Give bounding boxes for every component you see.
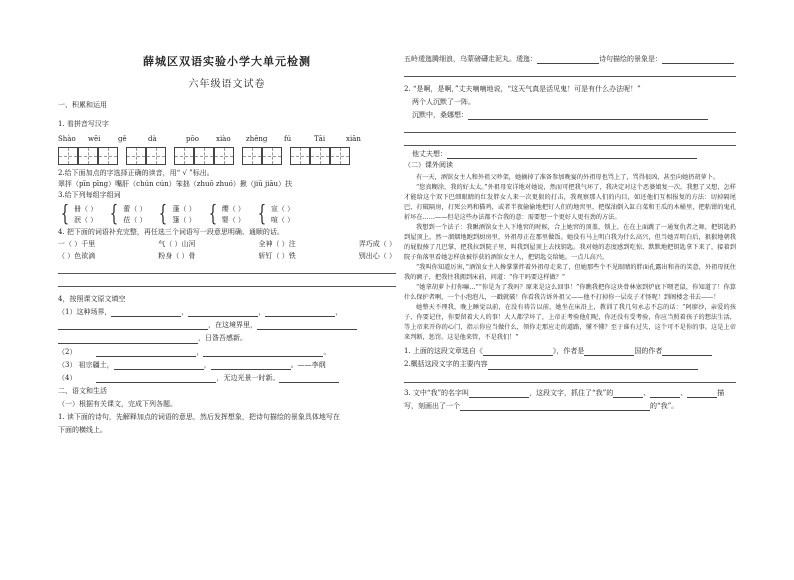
q2-husband: 他丈夫想： bbox=[404, 150, 736, 159]
q4-row1 bbox=[58, 240, 396, 249]
q4-label: 4. 把下面的词语补充完整，再任选三个词语写一段意思明确、通顺的话。 bbox=[58, 227, 284, 236]
writing-box[interactable] bbox=[126, 147, 146, 165]
pinyin: pōo bbox=[186, 135, 199, 144]
reading-paragraph: 她整天不理我，晚上睡觉以前，在没有祷告以前，她坐在床沿上，教训了我几句永志不忘的话：“阿廖沙，亲爱的孩子，你要记住，你要留着大人的事！大人都学坏了，上帝正考验他们呢，你还没有受考验，你应当照着孩子的想法生活，等上帝来开你的心门，指示你应当做什么，领你走那应走的道路，懂不懂？至于谁有过失，这个可不是你的事。这是上帝来判断，惩罚。这是他来管，不是我们！” bbox=[404, 304, 736, 342]
answer-line[interactable] bbox=[404, 123, 736, 133]
fill-blank[interactable] bbox=[203, 349, 323, 357]
reading-q1: 1. 上面的这段文章选自《 》，作者是 国的作者 bbox=[404, 347, 736, 356]
writing-box[interactable] bbox=[214, 147, 234, 165]
fill-blank[interactable] bbox=[211, 362, 291, 370]
fill-blank[interactable] bbox=[58, 336, 198, 344]
writing-box[interactable] bbox=[330, 147, 350, 165]
fill-blank[interactable] bbox=[114, 362, 204, 370]
fill-blank[interactable] bbox=[488, 362, 698, 370]
fill-blank[interactable] bbox=[58, 322, 208, 330]
idiom-blank[interactable]: 全神（ ）注 bbox=[258, 239, 296, 248]
word-blank[interactable]: 泯（ ） bbox=[74, 215, 98, 224]
word-group: { 蕾（ ） 莅（ ） bbox=[110, 201, 147, 227]
fill-blank[interactable] bbox=[537, 56, 599, 64]
answer-line[interactable] bbox=[58, 264, 396, 274]
q5-line1: （1）这种场界， ， ， ， bbox=[58, 308, 343, 317]
word-group: { 卌（ ） 泯（ ） bbox=[60, 201, 98, 227]
q5-line4: （2） ， 。 bbox=[58, 347, 331, 356]
idiom-blank[interactable]: 别出心（ ） bbox=[358, 252, 396, 261]
word-blank[interactable]: 缨（ ） bbox=[221, 204, 245, 213]
fill-blank[interactable] bbox=[469, 390, 529, 398]
part2-heading: 二、语文和生活 bbox=[58, 386, 107, 395]
fill-blank[interactable] bbox=[687, 390, 717, 398]
word-blank[interactable]: 蓬（ ） bbox=[172, 204, 196, 213]
word-blank[interactable]: 喧（ ） bbox=[270, 215, 295, 224]
word-blank[interactable]: 卌（ ） bbox=[74, 204, 98, 213]
writing-box[interactable] bbox=[58, 147, 78, 165]
idiom-blank[interactable]: 斩钉（ ）铁 bbox=[258, 252, 296, 261]
answer-line[interactable] bbox=[404, 373, 736, 383]
reading-q2: 2.概括这段文字的主要内容 bbox=[404, 360, 736, 369]
word-group: { 蓬（ ） 篷（ ） bbox=[159, 201, 196, 227]
reading-q3: 3. 文中“我”的名字叫 ，这段文字，抓住了“我”的 、 、 描 bbox=[404, 388, 725, 397]
q5-line6: （4） ，无边光景一时新。 bbox=[58, 374, 396, 383]
fill-blank[interactable] bbox=[662, 56, 734, 64]
part2-q1: 1. 读下面的诗句，先解释加点的词语的意思，然后发挥想象，把诗句描绘的景象具体地写在 bbox=[58, 412, 340, 421]
writing-grid bbox=[58, 147, 396, 165]
fill-blank[interactable] bbox=[584, 348, 634, 356]
writing-box[interactable] bbox=[242, 147, 262, 165]
writing-box[interactable] bbox=[262, 147, 282, 165]
idiom-blank[interactable]: 弄巧成（ ） bbox=[358, 239, 396, 248]
pinyin: dà bbox=[148, 135, 157, 144]
reading-paragraph: “她拿胡萝卜打你嘛…”“你是为了我吗？原来是这么回事！”你瞧我把你这块骨林塞到炉底下喂老鼠，你知道了！你算什么保护者啊，一个小泡泡儿，一戳就破！你看我告诉外祖父——他不打掉你一层皮子才怪呢！到阁楼念书去——！ bbox=[404, 284, 736, 302]
fill-blank[interactable] bbox=[460, 403, 650, 411]
fill-blank[interactable] bbox=[650, 390, 680, 398]
q1-label: 1. 看拼音写汉字 bbox=[58, 120, 109, 129]
word-group: { 缨（ ） 婴（ ） bbox=[208, 201, 245, 227]
word-blank[interactable]: 蕾（ ） bbox=[123, 204, 147, 213]
reading-paragraph: “我叫你知道厉害，”酒馆女主人搀掌掌拌着外祖母走来了，但她那些个不见眼睛的胖面孔露出和善的笑意，外祖母抚住我的额子，把我往我拥到床前，问道：“你干吗要这样做？” bbox=[404, 263, 736, 282]
writing-box[interactable] bbox=[290, 147, 310, 165]
word-blank[interactable]: 莅（ ） bbox=[123, 215, 147, 224]
q5-line5: （3） 祖宗疆土， ， 。——李纲 bbox=[58, 360, 326, 369]
q3-groups bbox=[58, 201, 396, 227]
q2-text[interactable]: 翠抨（pīn pīng）嘴肝（chún cún）笨拙（zhuō zhuó）揪（jiū jiāu）扶 bbox=[58, 179, 293, 188]
part2-q1-cont: 下面的横线上。 bbox=[58, 426, 107, 435]
extra-reading-heading: （二）课外阅读 bbox=[404, 161, 453, 170]
q2-quote: 2. “是啊，是啊，”丈夫喃喃地说，“这天气真是活见鬼！可是有什么办法呢！” bbox=[404, 85, 641, 94]
q3-label: 3.给下列每组字组词 bbox=[58, 190, 121, 199]
fill-blank[interactable] bbox=[447, 151, 697, 159]
fill-blank[interactable] bbox=[96, 349, 196, 357]
answer-line[interactable] bbox=[404, 136, 736, 146]
pinyin: wēi bbox=[88, 135, 101, 144]
pinyin: Shào bbox=[58, 135, 76, 144]
q5-label: 4，按照课文原文填空 bbox=[58, 295, 126, 304]
fill-blank[interactable] bbox=[257, 322, 357, 330]
fill-blank[interactable] bbox=[279, 375, 339, 383]
q4-row2 bbox=[58, 252, 396, 261]
exam-subtitle: 六年级语文试卷 bbox=[188, 79, 266, 91]
part2-sub: （一）根据有关课文，完成下列各题。 bbox=[58, 399, 177, 408]
q2-sangna: 沉默中，桑娜想： bbox=[404, 111, 736, 120]
right-column bbox=[404, 55, 736, 575]
q2-label: 2.给下面加点的字选择正确的读音，用“ √ ”标出。 bbox=[58, 168, 214, 177]
answer-line[interactable] bbox=[58, 277, 396, 287]
reading-q3-cont: 写，刻画出了一个 的“我”。 bbox=[404, 401, 679, 410]
writing-box[interactable] bbox=[146, 147, 166, 165]
pinyin: xiào bbox=[216, 135, 231, 144]
word-group: { 宣（ ） 喧（ ） bbox=[257, 201, 295, 227]
fill-blank[interactable] bbox=[613, 390, 643, 398]
writing-box[interactable] bbox=[174, 147, 194, 165]
fill-blank[interactable] bbox=[662, 348, 712, 356]
pinyin-row bbox=[58, 135, 396, 144]
idiom-blank[interactable]: （ ）色欲滴 bbox=[58, 252, 96, 261]
answer-line[interactable] bbox=[404, 67, 736, 77]
idiom-blank[interactable]: 气（ ）山河 bbox=[158, 239, 196, 248]
poem-question: 五岭逶迤腾细浪，乌蒙磅礴走泥丸。逶迤： 诗句描绘的景象是： bbox=[404, 55, 736, 64]
writing-box[interactable] bbox=[98, 147, 118, 165]
fill-blank[interactable] bbox=[188, 309, 258, 317]
word-blank[interactable]: 婴（ ） bbox=[221, 215, 245, 224]
pinyin: xiān bbox=[346, 135, 361, 144]
q5-line2: ，在这境界里， bbox=[58, 321, 396, 330]
pinyin: zhēng bbox=[246, 135, 268, 144]
idiom-blank[interactable]: 一（ ）千里 bbox=[58, 239, 96, 248]
writing-box[interactable] bbox=[194, 147, 214, 165]
q5-line3: ，日昝吾感新。 bbox=[58, 334, 396, 343]
pinyin: Tāi bbox=[314, 135, 326, 144]
part1-heading: 一、积累和运用 bbox=[58, 101, 107, 110]
left-column bbox=[58, 55, 396, 575]
writing-box[interactable] bbox=[78, 147, 98, 165]
writing-box[interactable] bbox=[310, 147, 330, 165]
word-blank[interactable]: 篷（ ） bbox=[172, 215, 196, 224]
idiom-blank[interactable]: 粉身（ ）骨 bbox=[158, 252, 196, 261]
q2-silence: 两个人沉默了一阵。 bbox=[412, 98, 475, 107]
fill-blank[interactable] bbox=[96, 375, 216, 383]
fill-blank[interactable] bbox=[468, 112, 708, 120]
pinyin: gě bbox=[118, 135, 127, 144]
fill-blank[interactable] bbox=[483, 348, 553, 356]
fill-blank[interactable] bbox=[111, 309, 181, 317]
reading-paragraph: 有一天，酒馆女主人和外祖父吵架，她摘掉了准备参加晚宴的外祖母也骂上了，骂得很凶，甚至向她扔胡萝卜。 bbox=[416, 173, 720, 181]
word-blank[interactable]: 宣（ ） bbox=[270, 204, 295, 213]
fill-blank[interactable] bbox=[265, 309, 335, 317]
reading-paragraph: 我想到一个法子：我瞅酒馆女主人下地窖的时候，合上她窖的顶盖，锁上，在在上面跳了一通复仇者之舞，把钥匙扔到屋顶上，然一溜烟地跑到厨房里，外祖母正在那里做饭。她没有马上明白我为什么高兴，但当她弄明白后，狠狠地朝我的屁股揍了几巴掌，把我拉到院子里，叫我到屋顶上去找钥匙。我对她的态度感到吃惊，默默地把钥匙拿下来了，接着到院子角落里看她怎样放被俘获的酒馆女主人，把钥匙交给她。一点儿高兴。 bbox=[404, 223, 736, 261]
reading-paragraph: “您真糊涂，我的好太太。”外祖母安详地对她说，然而可把我气坏了，我决定对这个恶婆娘复一次。我想了又想，怎样才能给这个双下巴细眼睛的红发胖女人来一次更狠的打击，我观察那人们的内目，如还他们互相报复的方法：切掉隔尾巴，打破隔房，打死公鸡和猫鸡，或者半夜偷偷地把钉人们的地窖里，把煤油倒入缸白菜和王瓜的木桶里，把粘钳的鬼孔折坏在……——但是这些办法都不合我的意：需要想一个更好人更有劲的方法。 bbox=[404, 183, 736, 221]
exam-title: 薛城区双语实验小学大单元检测 bbox=[143, 55, 311, 68]
pinyin: fú bbox=[284, 135, 292, 144]
